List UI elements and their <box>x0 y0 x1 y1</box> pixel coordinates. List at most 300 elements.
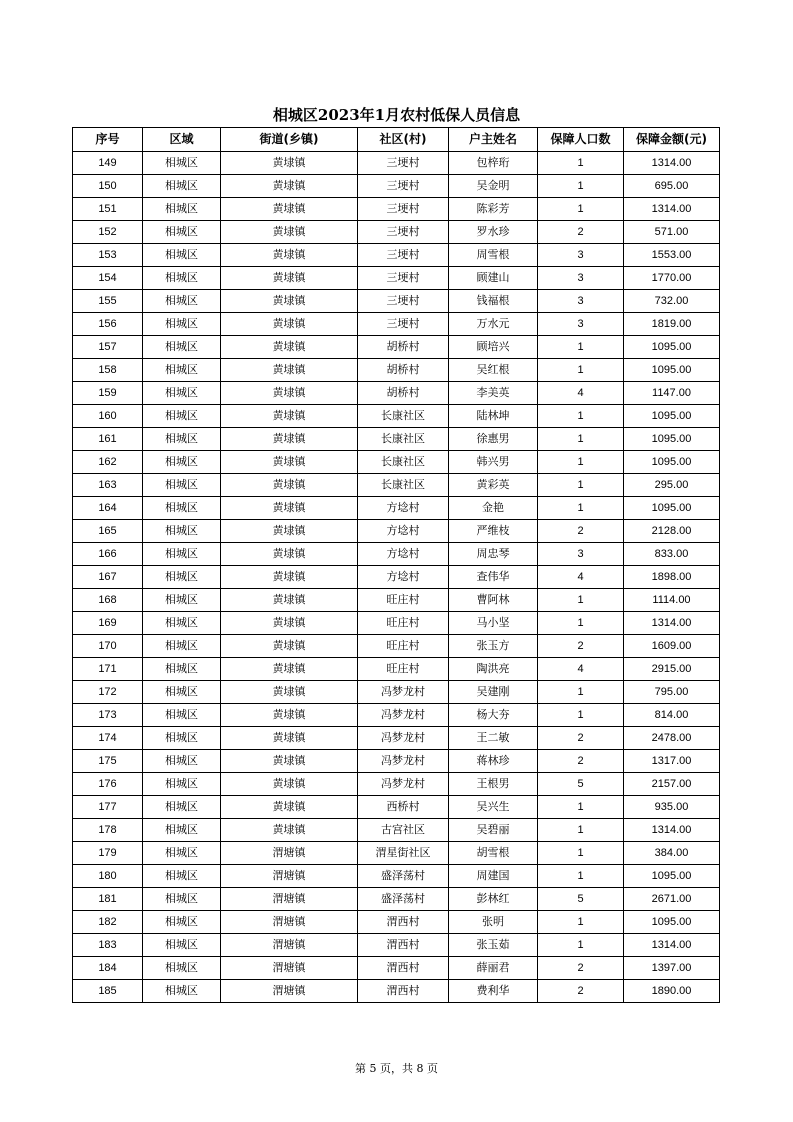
cell-people-count: 1 <box>538 589 624 612</box>
cell-district: 相城区 <box>143 290 221 313</box>
cell-people-count: 3 <box>538 290 624 313</box>
cell-amount: 695.00 <box>624 175 720 198</box>
cell-household-head: 周雪根 <box>449 244 538 267</box>
cell-community: 长康社区 <box>358 451 449 474</box>
cell-index: 184 <box>73 957 143 980</box>
cell-people-count: 1 <box>538 198 624 221</box>
cell-people-count: 1 <box>538 428 624 451</box>
cell-people-count: 2 <box>538 635 624 658</box>
table-row <box>73 244 720 267</box>
cell-district: 相城区 <box>143 635 221 658</box>
cell-street: 黄埭镇 <box>221 198 358 221</box>
table-row <box>73 750 720 773</box>
cell-district: 相城区 <box>143 842 221 865</box>
table-row <box>73 819 720 842</box>
cell-community: 渭西村 <box>358 957 449 980</box>
cell-people-count: 3 <box>538 543 624 566</box>
table-row <box>73 474 720 497</box>
cell-index: 171 <box>73 658 143 681</box>
table-row <box>73 428 720 451</box>
cell-household-head: 严维枝 <box>449 520 538 543</box>
cell-district: 相城区 <box>143 796 221 819</box>
cell-people-count: 1 <box>538 474 624 497</box>
cell-street: 黄埭镇 <box>221 497 358 520</box>
cell-district: 相城区 <box>143 566 221 589</box>
cell-people-count: 2 <box>538 750 624 773</box>
cell-household-head: 曹阿林 <box>449 589 538 612</box>
cell-district: 相城区 <box>143 152 221 175</box>
cell-index: 149 <box>73 152 143 175</box>
table-row <box>73 773 720 796</box>
cell-index: 185 <box>73 980 143 1003</box>
cell-people-count: 1 <box>538 612 624 635</box>
table-row <box>73 336 720 359</box>
cell-street: 黄埭镇 <box>221 543 358 566</box>
cell-amount: 2915.00 <box>624 658 720 681</box>
cell-people-count: 1 <box>538 704 624 727</box>
cell-household-head: 周忠琴 <box>449 543 538 566</box>
cell-community: 旺庄村 <box>358 612 449 635</box>
table-row <box>73 497 720 520</box>
cell-index: 150 <box>73 175 143 198</box>
cell-community: 西桥村 <box>358 796 449 819</box>
cell-community: 三埂村 <box>358 221 449 244</box>
cell-people-count: 5 <box>538 773 624 796</box>
cell-community: 方埝村 <box>358 543 449 566</box>
cell-amount: 1095.00 <box>624 865 720 888</box>
cell-household-head: 金艳 <box>449 497 538 520</box>
cell-index: 169 <box>73 612 143 635</box>
cell-street: 黄埭镇 <box>221 290 358 313</box>
cell-index: 176 <box>73 773 143 796</box>
cell-amount: 1095.00 <box>624 336 720 359</box>
cell-street: 黄埭镇 <box>221 566 358 589</box>
cell-district: 相城区 <box>143 865 221 888</box>
cell-household-head: 彭林红 <box>449 888 538 911</box>
cell-index: 182 <box>73 911 143 934</box>
table-row <box>73 796 720 819</box>
cell-people-count: 2 <box>538 520 624 543</box>
cell-community: 旺庄村 <box>358 658 449 681</box>
cell-household-head: 吴红根 <box>449 359 538 382</box>
cell-amount: 384.00 <box>624 842 720 865</box>
cell-district: 相城区 <box>143 750 221 773</box>
cell-index: 159 <box>73 382 143 405</box>
cell-amount: 1314.00 <box>624 152 720 175</box>
cell-street: 渭塘镇 <box>221 934 358 957</box>
cell-people-count: 1 <box>538 359 624 382</box>
cell-index: 179 <box>73 842 143 865</box>
cell-district: 相城区 <box>143 359 221 382</box>
column-header-index: 序号 <box>73 128 143 152</box>
table-row <box>73 359 720 382</box>
cell-district: 相城区 <box>143 934 221 957</box>
cell-amount: 1114.00 <box>624 589 720 612</box>
cell-district: 相城区 <box>143 589 221 612</box>
table-row <box>73 727 720 750</box>
cell-people-count: 1 <box>538 842 624 865</box>
cell-community: 冯梦龙村 <box>358 704 449 727</box>
cell-people-count: 1 <box>538 796 624 819</box>
cell-household-head: 徐惠男 <box>449 428 538 451</box>
cell-people-count: 1 <box>538 451 624 474</box>
cell-street: 黄埭镇 <box>221 267 358 290</box>
cell-street: 渭塘镇 <box>221 980 358 1003</box>
cell-district: 相城区 <box>143 612 221 635</box>
table-body <box>73 152 720 1003</box>
cell-street: 黄埭镇 <box>221 658 358 681</box>
cell-community: 三埂村 <box>358 244 449 267</box>
cell-people-count: 1 <box>538 405 624 428</box>
cell-district: 相城区 <box>143 704 221 727</box>
cell-district: 相城区 <box>143 198 221 221</box>
cell-district: 相城区 <box>143 543 221 566</box>
cell-amount: 1095.00 <box>624 497 720 520</box>
cell-index: 172 <box>73 681 143 704</box>
cell-community: 三埂村 <box>358 290 449 313</box>
cell-street: 黄埭镇 <box>221 451 358 474</box>
cell-people-count: 4 <box>538 566 624 589</box>
cell-people-count: 1 <box>538 865 624 888</box>
cell-household-head: 蒋林珍 <box>449 750 538 773</box>
cell-community: 胡桥村 <box>358 336 449 359</box>
cell-amount: 1898.00 <box>624 566 720 589</box>
cell-community: 胡桥村 <box>358 382 449 405</box>
cell-street: 黄埭镇 <box>221 428 358 451</box>
cell-district: 相城区 <box>143 221 221 244</box>
cell-people-count: 2 <box>538 980 624 1003</box>
cell-district: 相城区 <box>143 336 221 359</box>
table-row <box>73 842 720 865</box>
cell-district: 相城区 <box>143 819 221 842</box>
cell-amount: 571.00 <box>624 221 720 244</box>
table-row <box>73 589 720 612</box>
cell-people-count: 3 <box>538 313 624 336</box>
cell-street: 黄埭镇 <box>221 474 358 497</box>
cell-district: 相城区 <box>143 681 221 704</box>
table-row <box>73 957 720 980</box>
table-row <box>73 934 720 957</box>
cell-community: 三埂村 <box>358 152 449 175</box>
cell-community: 长康社区 <box>358 405 449 428</box>
cell-community: 三埂村 <box>358 313 449 336</box>
cell-household-head: 黄彩英 <box>449 474 538 497</box>
cell-household-head: 钱福根 <box>449 290 538 313</box>
cell-community: 胡桥村 <box>358 359 449 382</box>
cell-index: 158 <box>73 359 143 382</box>
cell-household-head: 陆林坤 <box>449 405 538 428</box>
cell-household-head: 胡雪根 <box>449 842 538 865</box>
cell-district: 相城区 <box>143 382 221 405</box>
cell-street: 黄埭镇 <box>221 819 358 842</box>
cell-community: 盛泽荡村 <box>358 865 449 888</box>
cell-community: 渭西村 <box>358 980 449 1003</box>
cell-people-count: 2 <box>538 727 624 750</box>
table-row <box>73 221 720 244</box>
cell-index: 183 <box>73 934 143 957</box>
cell-street: 黄埭镇 <box>221 635 358 658</box>
cell-people-count: 2 <box>538 957 624 980</box>
cell-district: 相城区 <box>143 175 221 198</box>
column-header-amount: 保障金额(元) <box>624 128 720 152</box>
cell-street: 黄埭镇 <box>221 589 358 612</box>
cell-people-count: 5 <box>538 888 624 911</box>
cell-index: 178 <box>73 819 143 842</box>
cell-household-head: 万水元 <box>449 313 538 336</box>
table-row <box>73 681 720 704</box>
cell-household-head: 顾建山 <box>449 267 538 290</box>
table-row <box>73 566 720 589</box>
table-row <box>73 175 720 198</box>
cell-household-head: 周建国 <box>449 865 538 888</box>
cell-district: 相城区 <box>143 313 221 336</box>
cell-amount: 814.00 <box>624 704 720 727</box>
cell-household-head: 张玉茹 <box>449 934 538 957</box>
cell-amount: 1314.00 <box>624 612 720 635</box>
cell-district: 相城区 <box>143 957 221 980</box>
cell-index: 153 <box>73 244 143 267</box>
cell-household-head: 薛丽君 <box>449 957 538 980</box>
cell-amount: 1317.00 <box>624 750 720 773</box>
cell-district: 相城区 <box>143 428 221 451</box>
column-header-street: 街道(乡镇) <box>221 128 358 152</box>
cell-household-head: 吴金明 <box>449 175 538 198</box>
cell-index: 165 <box>73 520 143 543</box>
cell-community: 方埝村 <box>358 566 449 589</box>
cell-index: 167 <box>73 566 143 589</box>
cell-district: 相城区 <box>143 658 221 681</box>
cell-household-head: 吴碧丽 <box>449 819 538 842</box>
cell-amount: 1553.00 <box>624 244 720 267</box>
cell-community: 方埝村 <box>358 520 449 543</box>
cell-household-head: 吴兴生 <box>449 796 538 819</box>
table-row <box>73 198 720 221</box>
cell-community: 长康社区 <box>358 428 449 451</box>
cell-street: 黄埭镇 <box>221 520 358 543</box>
cell-community: 冯梦龙村 <box>358 750 449 773</box>
cell-index: 160 <box>73 405 143 428</box>
cell-index: 164 <box>73 497 143 520</box>
cell-people-count: 1 <box>538 152 624 175</box>
page-footer: 第 5 页，共 8 页 <box>355 1062 438 1075</box>
table-row <box>73 267 720 290</box>
cell-community: 三埂村 <box>358 198 449 221</box>
cell-household-head: 马小坚 <box>449 612 538 635</box>
cell-household-head: 王二敏 <box>449 727 538 750</box>
cell-index: 163 <box>73 474 143 497</box>
cell-community: 冯梦龙村 <box>358 681 449 704</box>
cell-people-count: 4 <box>538 382 624 405</box>
cell-amount: 1890.00 <box>624 980 720 1003</box>
cell-community: 方埝村 <box>358 497 449 520</box>
cell-household-head: 李美英 <box>449 382 538 405</box>
cell-street: 渭塘镇 <box>221 865 358 888</box>
cell-street: 黄埭镇 <box>221 405 358 428</box>
table-row <box>73 658 720 681</box>
table-row <box>73 290 720 313</box>
cell-index: 168 <box>73 589 143 612</box>
cell-people-count: 4 <box>538 658 624 681</box>
cell-district: 相城区 <box>143 474 221 497</box>
cell-people-count: 2 <box>538 221 624 244</box>
table-row <box>73 152 720 175</box>
table-row <box>73 405 720 428</box>
cell-community: 旺庄村 <box>358 589 449 612</box>
table-row <box>73 888 720 911</box>
cell-district: 相城区 <box>143 405 221 428</box>
cell-index: 170 <box>73 635 143 658</box>
cell-household-head: 韩兴男 <box>449 451 538 474</box>
cell-street: 黄埭镇 <box>221 244 358 267</box>
cell-household-head: 顾培兴 <box>449 336 538 359</box>
cell-household-head: 张玉方 <box>449 635 538 658</box>
cell-district: 相城区 <box>143 244 221 267</box>
column-header-community: 社区(村) <box>358 128 449 152</box>
table-row <box>73 980 720 1003</box>
cell-amount: 1819.00 <box>624 313 720 336</box>
cell-district: 相城区 <box>143 888 221 911</box>
cell-amount: 2478.00 <box>624 727 720 750</box>
cell-amount: 795.00 <box>624 681 720 704</box>
cell-index: 161 <box>73 428 143 451</box>
cell-index: 162 <box>73 451 143 474</box>
cell-index: 181 <box>73 888 143 911</box>
cell-index: 156 <box>73 313 143 336</box>
cell-amount: 1609.00 <box>624 635 720 658</box>
cell-index: 177 <box>73 796 143 819</box>
cell-amount: 2671.00 <box>624 888 720 911</box>
column-header-district: 区域 <box>143 128 221 152</box>
cell-people-count: 1 <box>538 336 624 359</box>
cell-people-count: 1 <box>538 497 624 520</box>
cell-index: 166 <box>73 543 143 566</box>
cell-street: 黄埭镇 <box>221 773 358 796</box>
cell-street: 黄埭镇 <box>221 796 358 819</box>
cell-district: 相城区 <box>143 773 221 796</box>
cell-street: 黄埭镇 <box>221 382 358 405</box>
cell-household-head: 罗水珍 <box>449 221 538 244</box>
cell-people-count: 1 <box>538 911 624 934</box>
cell-district: 相城区 <box>143 911 221 934</box>
cell-street: 黄埭镇 <box>221 175 358 198</box>
cell-index: 151 <box>73 198 143 221</box>
cell-amount: 935.00 <box>624 796 720 819</box>
cell-community: 盛泽荡村 <box>358 888 449 911</box>
cell-amount: 1095.00 <box>624 451 720 474</box>
table-row <box>73 313 720 336</box>
cell-index: 174 <box>73 727 143 750</box>
cell-household-head: 陶洪亮 <box>449 658 538 681</box>
cell-community: 渭西村 <box>358 934 449 957</box>
cell-people-count: 3 <box>538 244 624 267</box>
cell-street: 黄埭镇 <box>221 704 358 727</box>
column-header-household-head: 户主姓名 <box>449 128 538 152</box>
cell-amount: 732.00 <box>624 290 720 313</box>
cell-community: 冯梦龙村 <box>358 773 449 796</box>
page-title: 相城区2023年1月农村低保人员信息 <box>272 106 521 124</box>
cell-index: 154 <box>73 267 143 290</box>
cell-amount: 1314.00 <box>624 198 720 221</box>
column-header-people-count: 保障人口数 <box>538 128 624 152</box>
cell-amount: 1095.00 <box>624 911 720 934</box>
cell-district: 相城区 <box>143 520 221 543</box>
table-row <box>73 635 720 658</box>
cell-household-head: 包梓珩 <box>449 152 538 175</box>
cell-amount: 1147.00 <box>624 382 720 405</box>
cell-amount: 295.00 <box>624 474 720 497</box>
cell-street: 黄埭镇 <box>221 750 358 773</box>
table-row <box>73 911 720 934</box>
cell-community: 渭西村 <box>358 911 449 934</box>
cell-district: 相城区 <box>143 980 221 1003</box>
cell-street: 渭塘镇 <box>221 888 358 911</box>
cell-street: 黄埭镇 <box>221 359 358 382</box>
table-row <box>73 704 720 727</box>
cell-community: 渭星街社区 <box>358 842 449 865</box>
cell-people-count: 3 <box>538 267 624 290</box>
cell-district: 相城区 <box>143 267 221 290</box>
table-row <box>73 543 720 566</box>
cell-amount: 1095.00 <box>624 359 720 382</box>
cell-street: 黄埭镇 <box>221 612 358 635</box>
cell-amount: 2128.00 <box>624 520 720 543</box>
cell-people-count: 1 <box>538 934 624 957</box>
cell-community: 长康社区 <box>358 474 449 497</box>
cell-community: 古宫社区 <box>358 819 449 842</box>
cell-index: 173 <box>73 704 143 727</box>
data-table <box>72 127 720 1003</box>
table-row <box>73 520 720 543</box>
cell-community: 旺庄村 <box>358 635 449 658</box>
cell-amount: 1397.00 <box>624 957 720 980</box>
cell-amount: 1095.00 <box>624 428 720 451</box>
cell-amount: 1095.00 <box>624 405 720 428</box>
cell-people-count: 1 <box>538 175 624 198</box>
cell-household-head: 张明 <box>449 911 538 934</box>
table-row <box>73 865 720 888</box>
cell-amount: 2157.00 <box>624 773 720 796</box>
cell-street: 渭塘镇 <box>221 842 358 865</box>
cell-household-head: 陈彩芳 <box>449 198 538 221</box>
cell-index: 155 <box>73 290 143 313</box>
cell-people-count: 1 <box>538 681 624 704</box>
cell-street: 黄埭镇 <box>221 313 358 336</box>
cell-household-head: 王根男 <box>449 773 538 796</box>
cell-index: 175 <box>73 750 143 773</box>
cell-people-count: 1 <box>538 819 624 842</box>
table-header-row <box>73 128 720 152</box>
cell-street: 黄埭镇 <box>221 336 358 359</box>
table-row <box>73 451 720 474</box>
cell-amount: 1770.00 <box>624 267 720 290</box>
cell-household-head: 查伟华 <box>449 566 538 589</box>
cell-amount: 1314.00 <box>624 819 720 842</box>
cell-community: 冯梦龙村 <box>358 727 449 750</box>
cell-street: 黄埭镇 <box>221 221 358 244</box>
cell-community: 三埂村 <box>358 267 449 290</box>
cell-index: 157 <box>73 336 143 359</box>
cell-household-head: 杨大夯 <box>449 704 538 727</box>
cell-street: 黄埭镇 <box>221 681 358 704</box>
cell-household-head: 吴建刚 <box>449 681 538 704</box>
cell-street: 渭塘镇 <box>221 911 358 934</box>
table-row <box>73 612 720 635</box>
cell-street: 黄埭镇 <box>221 727 358 750</box>
table-row <box>73 382 720 405</box>
cell-amount: 833.00 <box>624 543 720 566</box>
cell-street: 渭塘镇 <box>221 957 358 980</box>
cell-index: 180 <box>73 865 143 888</box>
